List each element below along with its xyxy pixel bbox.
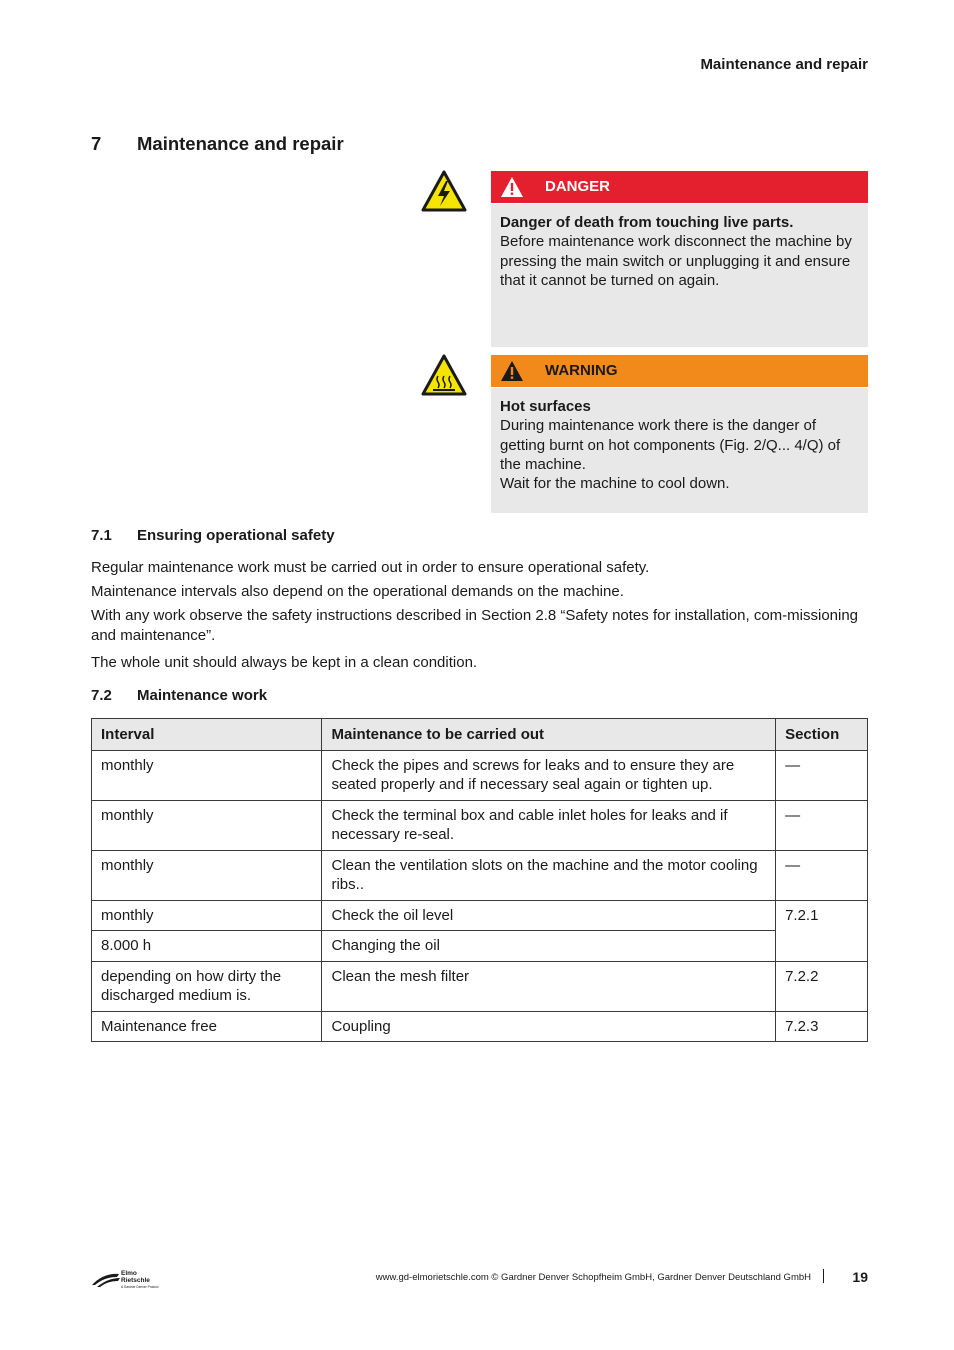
electrical-hazard-icon bbox=[421, 170, 467, 212]
logo-tagline: A Gardner Denver Product bbox=[121, 1285, 159, 1289]
section-cell: 7.2.1 bbox=[776, 900, 868, 961]
danger-title: Danger of death from touching live parts. bbox=[500, 214, 794, 231]
task-cell: Changing the oil bbox=[322, 931, 776, 962]
warning-label: WARNING bbox=[545, 362, 618, 379]
table-row bbox=[92, 850, 868, 900]
maintenance-table bbox=[91, 718, 868, 1042]
danger-body bbox=[491, 204, 868, 347]
task-cell: Check the terminal box and cable inlet holes for leaks and if necessary re-seal. bbox=[322, 800, 776, 850]
interval-cell: monthly bbox=[92, 900, 322, 931]
paragraph: With any work observe the safety instructions described in Section 2.8 “Safety notes for installation, com-missioning and maintenance”. bbox=[91, 607, 859, 644]
table-row bbox=[92, 961, 868, 1011]
paragraph: The whole unit should always be kept in a clean condition. bbox=[91, 654, 478, 671]
hot-surface-icon bbox=[421, 354, 467, 396]
paragraph: Maintenance intervals also depend on the operational demands on the machine. bbox=[91, 583, 624, 600]
interval-cell: monthly bbox=[92, 750, 322, 800]
table-row bbox=[92, 931, 868, 962]
logo-text-2: Rietschle bbox=[121, 1277, 150, 1284]
chapter-number: 7 bbox=[91, 133, 102, 154]
table-row bbox=[92, 750, 868, 800]
section-cell: — bbox=[776, 800, 868, 850]
column-header-maintenance: Maintenance to be carried out bbox=[322, 719, 776, 751]
warning-text-1: During maintenance work there is the danger of getting burnt on hot components (Fig. 2/Q... 4/Q) of the machine. bbox=[500, 417, 841, 473]
danger-header bbox=[491, 171, 868, 203]
exclamation-triangle-icon bbox=[500, 176, 524, 198]
task-cell: Check the pipes and screws for leaks and to ensure they are seated properly and if necessary seal again or tighten up. bbox=[322, 750, 776, 800]
interval-cell: monthly bbox=[92, 800, 322, 850]
section-cell: — bbox=[776, 750, 868, 800]
footer-url[interactable]: www.gd-elmorietschle.com bbox=[375, 1272, 489, 1283]
elmo-rietschle-logo bbox=[91, 1268, 171, 1290]
running-header: Maintenance and repair bbox=[700, 56, 868, 73]
section-cell: 7.2.3 bbox=[776, 1011, 868, 1042]
exclamation-triangle-icon bbox=[500, 360, 524, 382]
section-cell: — bbox=[776, 850, 868, 900]
footer-divider bbox=[823, 1269, 824, 1283]
chapter-heading bbox=[91, 133, 344, 155]
section-title: Maintenance work bbox=[137, 687, 268, 704]
column-header-interval: Interval bbox=[92, 719, 322, 751]
paragraph: Regular maintenance work must be carried out in order to ensure operational safety. bbox=[91, 559, 650, 576]
task-cell: Coupling bbox=[322, 1011, 776, 1042]
table-row bbox=[92, 800, 868, 850]
column-header-section: Section bbox=[776, 719, 868, 751]
table-header-row bbox=[92, 719, 868, 751]
footer-text bbox=[376, 1272, 811, 1283]
section-number: 7.2 bbox=[91, 687, 112, 704]
interval-cell: 8.000 h bbox=[92, 931, 322, 962]
danger-text: Before maintenance work disconnect the machine by pressing the main switch or unplugging it and ensure that it cannot be turned on again. bbox=[500, 233, 852, 289]
page-number: 19 bbox=[852, 1269, 868, 1285]
chapter-title: Maintenance and repair bbox=[137, 133, 344, 154]
footer-copyright: © Gardner Denver Schopfheim GmbH, Gardner Denver Deutschland GmbH bbox=[491, 1272, 811, 1283]
section-heading-7-1 bbox=[91, 527, 335, 544]
section-heading-7-2 bbox=[91, 687, 267, 704]
interval-cell: depending on how dirty the discharged medium is. bbox=[92, 961, 322, 1011]
table-row bbox=[92, 900, 868, 931]
section-number: 7.1 bbox=[91, 527, 112, 544]
warning-text-2: Wait for the machine to cool down. bbox=[500, 475, 730, 493]
danger-label: DANGER bbox=[545, 178, 611, 195]
warning-title: Hot surfaces bbox=[500, 398, 591, 415]
task-cell: Check the oil level bbox=[322, 900, 776, 931]
table-row bbox=[92, 1011, 868, 1042]
interval-cell: Maintenance free bbox=[92, 1011, 322, 1042]
logo-text-1: Elmo bbox=[121, 1270, 137, 1277]
task-cell: Clean the mesh filter bbox=[322, 961, 776, 1011]
warning-header bbox=[491, 355, 868, 387]
interval-cell: monthly bbox=[92, 850, 322, 900]
task-cell: Clean the ventilation slots on the machine and the motor cooling ribs.. bbox=[322, 850, 776, 900]
section-cell: 7.2.2 bbox=[776, 961, 868, 1011]
warning-body bbox=[491, 388, 868, 513]
section-title: Ensuring operational safety bbox=[137, 527, 335, 544]
